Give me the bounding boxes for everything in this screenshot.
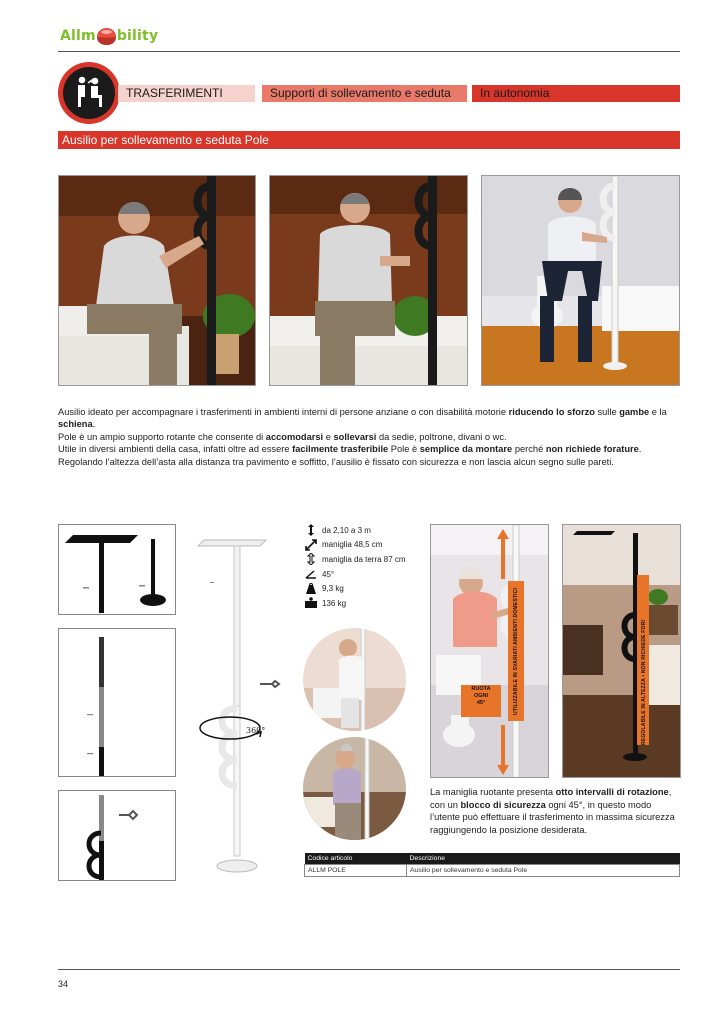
spec-item: 136 kg <box>304 596 419 611</box>
header-divider <box>58 51 680 52</box>
logo-ball-icon <box>97 28 116 45</box>
category-supports: Supporti di sollevamento e seduta <box>262 85 467 102</box>
cell-description: Ausilio per sollevamento e seduta Pole <box>407 864 680 876</box>
pole-product-drawing <box>190 530 290 880</box>
category-transfers: TRASFERIMENTI <box>118 85 255 102</box>
drawing-bottom-handle <box>58 790 176 881</box>
photo-circle-bathroom <box>303 628 406 731</box>
drawing-middle-pole <box>58 628 176 777</box>
brand-logo-pre: Allm <box>60 28 96 44</box>
rotation-caption: La maniglia ruotante presenta otto intervalli di rotazione, con un blocco di sicurezza ogni 45°, in questo modo l’utente può effettuare il trasferimento in massima sicurezza raggiungendo la posizione desiderata. <box>430 787 675 835</box>
photo-living-room-pole <box>562 524 681 778</box>
drawing-top-ceiling-base <box>58 524 176 615</box>
rotation-label: 360° <box>246 726 266 735</box>
angle-icon <box>304 568 318 580</box>
desc-paragraph-3: Utile in diversi ambienti della casa, infatti oltre ad essere facilmente trasferibile Pole è semplice da montare perché non richiede forature. Regolando l’altezza dell’asta alla distanza tra pavimento e soffitto, l’ausilio è fissato con sicurezza e non lascia alcun segno sulle pareti. <box>58 444 642 467</box>
max-load-icon <box>304 597 318 609</box>
product-description <box>58 406 680 468</box>
photo-man-seated-sofa <box>58 175 256 386</box>
spec-item: maniglia da terra 87 cm <box>304 552 419 567</box>
header-code: Codice articolo <box>305 853 407 864</box>
photo-man-rising <box>269 175 468 386</box>
desc-paragraph-1: Ausilio ideato per accompagnare i trasferimenti in ambienti interni di persone anziane o con disabilità motorie riducendo lo sforzo sulle gambe e la schiena. <box>58 407 667 430</box>
cell-code: ALLM POLE <box>305 864 407 876</box>
spec-item: maniglia 48,5 cm <box>304 538 419 553</box>
category-autonomy: In autonomia <box>472 85 680 102</box>
desc-paragraph-2: Pole è un ampio supporto rotante che consente di accomodarsi e sollevarsi da sedie, poltrone, divani o wc. <box>58 431 507 442</box>
overlay-domestic: UTILIZZABILE IN SVARIATI AMBIENTI DOMESTICI <box>513 587 519 715</box>
spec-list <box>304 523 419 611</box>
overlay-height: REGOLABILE IN ALTEZZA • NON RICHIEDE FORI <box>641 619 647 745</box>
overlay-rotate: RUOTA OGNI 45° <box>471 686 491 706</box>
photo-woman-bathroom-rotation <box>430 524 549 778</box>
spec-item: 45° <box>304 567 419 582</box>
header-description: Descrizione <box>407 853 680 864</box>
table-row <box>305 864 680 876</box>
brand-logo-post: bility <box>116 28 159 44</box>
footer-divider <box>58 969 680 970</box>
height-range-icon <box>304 524 318 536</box>
weight-icon <box>304 583 318 595</box>
page-number: 34 <box>58 979 69 989</box>
photo-woman-bathroom <box>481 175 680 386</box>
product-code-table <box>304 853 680 877</box>
handle-length-icon <box>304 539 318 551</box>
section-title: Ausilio per sollevamento e seduta Pole <box>58 131 680 149</box>
spec-item: 9,3 kg <box>304 581 419 596</box>
spec-item: da 2,10 a 3 m <box>304 523 419 538</box>
transfer-category-icon <box>58 62 120 124</box>
photo-circle-living <box>303 737 406 840</box>
floor-height-icon <box>304 553 318 565</box>
brand-logo <box>60 26 158 46</box>
table-header-row <box>305 853 680 864</box>
